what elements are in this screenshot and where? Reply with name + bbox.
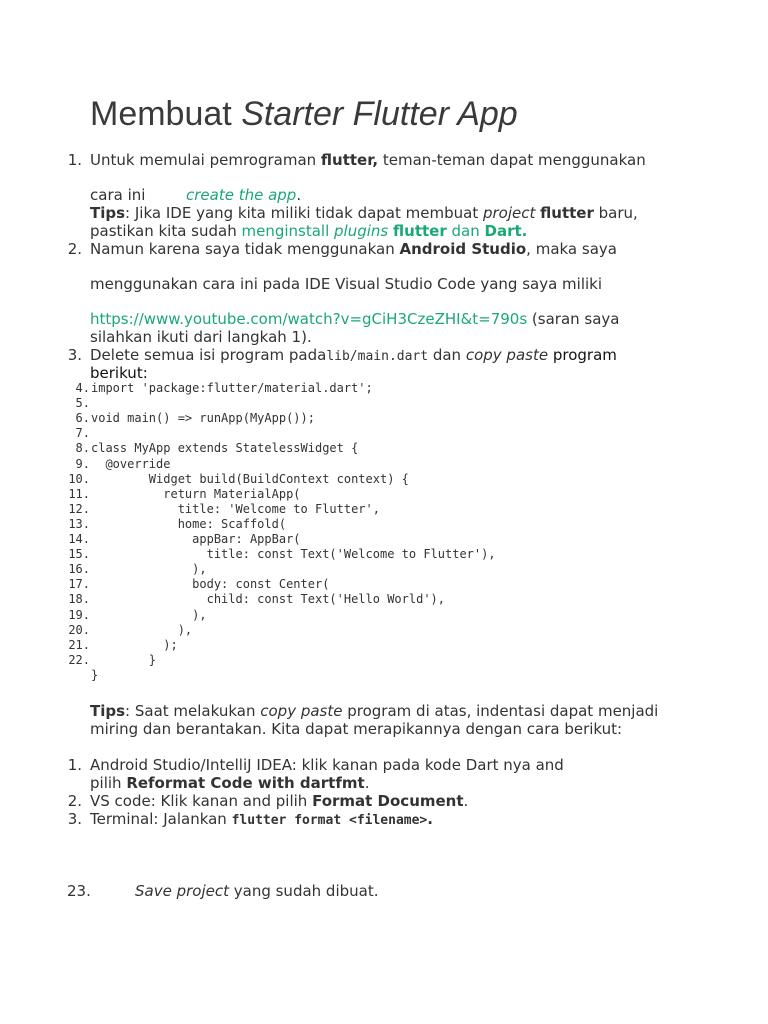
code-line-number: 20.	[68, 623, 90, 637]
list-number: 23.	[67, 882, 91, 900]
step3-line2: berikut:	[90, 364, 148, 382]
inline-code: lib/main.dart	[326, 349, 429, 364]
code-line: class MyApp extends StatelessWidget {	[91, 441, 359, 455]
code-line: title: const Text('Welcome to Flutter'),	[91, 547, 496, 561]
code-line: home: Scaffold(	[91, 517, 287, 531]
create-the-app-link[interactable]: create the app	[186, 186, 297, 204]
code-line-number: 11.	[68, 487, 90, 501]
list-number: 1.	[67, 756, 82, 774]
list-number: 2.	[67, 792, 82, 810]
code-line-number: 6.	[75, 411, 90, 425]
step1-line2: cara ini	[90, 186, 146, 204]
code-line-number: 9.	[75, 457, 90, 471]
code-line: Widget build(BuildContext context) {	[91, 472, 409, 486]
sublist-item-2: VS code: Klik kanan and pilih Format Document.	[90, 792, 469, 810]
code-line: return MaterialApp(	[91, 487, 301, 501]
step1-line1: Untuk memulai pemrograman flutter, teman-teman dapat menggunakan	[90, 151, 646, 169]
code-line-number: 8.	[75, 441, 90, 455]
list-number: 3.	[67, 810, 82, 828]
code-line-number: 13.	[68, 517, 90, 531]
code-line-number: 12.	[68, 502, 90, 516]
code-line-number: 16.	[68, 562, 90, 576]
tips2-line2: miring dan berantakan. Kita dapat merapikannya dengan cara berikut:	[90, 720, 623, 738]
code-line: import 'package:flutter/material.dart';	[91, 381, 373, 395]
inline-code: flutter format <filename>	[231, 813, 428, 828]
list-number: 1.	[67, 151, 82, 169]
code-line: }	[91, 668, 99, 682]
list-number: 3.	[67, 346, 82, 364]
code-line-number: 21.	[68, 638, 90, 652]
step2-line2: menggunakan cara ini pada IDE Visual Studio Code yang saya miliki	[90, 275, 603, 293]
code-line-number: 15.	[68, 547, 90, 561]
code-line: child: const Text('Hello World'),	[91, 592, 446, 606]
code-line: }	[91, 653, 157, 667]
code-line: @override	[91, 457, 171, 471]
code-line-number: 18.	[68, 592, 90, 606]
step2-line4: silahkan ikuti dari langkah 1).	[90, 328, 312, 346]
step1-line2-link: create the app.	[186, 186, 302, 204]
tips2-line1: Tips: Saat melakukan copy paste program di atas, indentasi dapat menjadi	[90, 702, 659, 720]
code-line-number: 10.	[68, 472, 90, 486]
install-plugins-link[interactable]: menginstall plugins flutter dan Dart.	[241, 222, 528, 240]
step2-line1: Namun karena saya tidak menggunakan Android Studio, maka saya	[90, 240, 617, 258]
code-line-number: 14.	[68, 532, 90, 546]
code-line: );	[91, 638, 178, 652]
code-line: title: 'Welcome to Flutter',	[91, 502, 380, 516]
step1-tips-line2: pastikan kita sudah menginstall plugins flutter dan Dart.	[90, 222, 528, 240]
sublist-item-3: Terminal: Jalankan flutter format <filename>.	[90, 810, 433, 828]
page-title: Membuat Starter Flutter App	[90, 95, 518, 133]
code-line: ),	[91, 623, 193, 637]
step3-line1: Delete semua isi program padalib/main.dart dan copy paste program	[90, 346, 617, 364]
sublist-item-1: Android Studio/IntelliJ IDEA: klik kanan pada kode Dart nya and	[90, 756, 564, 774]
youtube-link[interactable]: https://www.youtube.com/watch?v=gCiH3CzeZHI&t=790s	[90, 310, 528, 328]
code-line: appBar: AppBar(	[91, 532, 301, 546]
step23-text: Save project yang sudah dibuat.	[135, 882, 379, 900]
step1-tips: Tips: Jika IDE yang kita miliki tidak dapat membuat project flutter baru,	[90, 204, 638, 222]
code-line: body: const Center(	[91, 577, 330, 591]
code-line-number: 17.	[68, 577, 90, 591]
code-line-number: 22.	[68, 653, 90, 667]
code-line: ),	[91, 608, 207, 622]
code-line-number: 4.	[75, 381, 90, 395]
step2-line3: https://www.youtube.com/watch?v=gCiH3CzeZHI&t=790s (saran saya	[90, 310, 620, 328]
code-line-number: 5.	[75, 396, 90, 410]
sublist-item-1-line2: pilih Reformat Code with dartfmt.	[90, 774, 370, 792]
code-line-number: 19.	[68, 608, 90, 622]
code-line: void main() => runApp(MyApp());	[91, 411, 315, 425]
code-line-number: 7.	[75, 426, 90, 440]
list-number: 2.	[67, 240, 82, 258]
code-line: ),	[91, 562, 207, 576]
